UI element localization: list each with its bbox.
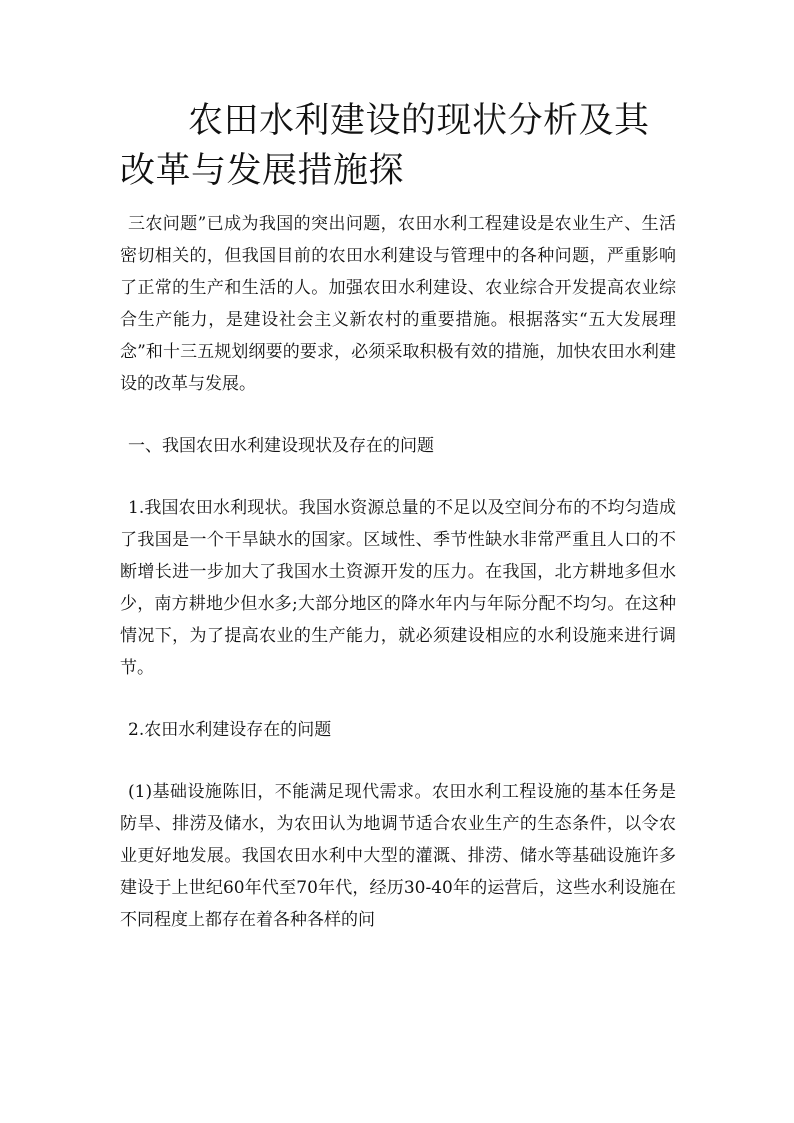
paragraph-water-status: 1.我国农田水利现状。我国水资源总量的不足以及空间分布的不均匀造成了我国是一个干旱缺水的国家。区域性、季节性缺水非常严重且人口的不断增长进一步加大了我国水土资源开发的压力。在我国，北方耕地多但水少，南方耕地少但水多;大部分地区的降水年内与年际分配不均匀。在这种情况下，为了提高农业的生产能力，就必须建设相应的水利设施来进行调节。 xyxy=(120,498,676,678)
document-body xyxy=(120,208,676,966)
document-title: 农田水利建设的现状分析及其改革与发展措施探 xyxy=(120,101,650,191)
paragraph-infrastructure: (1)基础设施陈旧，不能满足现代需求。农田水利工程设施的基本任务是防旱、排涝及储水，为农田认为地调节适合农业生产的生态条件，以令农业更好地发展。我国农田水利中大型的灌溉、排涝、储水等基础设施许多建设于上世纪60年代至70年代，经历30-40年的运营后，这些水利设施在不同程度上都存在着各种各样的问 xyxy=(120,782,676,930)
intro-paragraph: 三农问题”已成为我国的突出问题，农田水利工程建设是农业生产、生活密切相关的，但我国目前的农田水利建设与管理中的各种问题，严重影响了正常的生产和生活的人。加强农田水利建设、农业综合开发提高农业综合生产能力，是建设社会主义新农村的重要措施。根据落实“五大发展理念”和十三五规划纲要的要求，必须采取积极有效的措施，加快农田水利建设的改革与发展。 xyxy=(120,214,676,394)
section-heading: 一、我国农田水利建设现状及存在的问题 xyxy=(128,436,434,456)
subsection-heading: 2.农田水利建设存在的问题 xyxy=(128,720,332,740)
